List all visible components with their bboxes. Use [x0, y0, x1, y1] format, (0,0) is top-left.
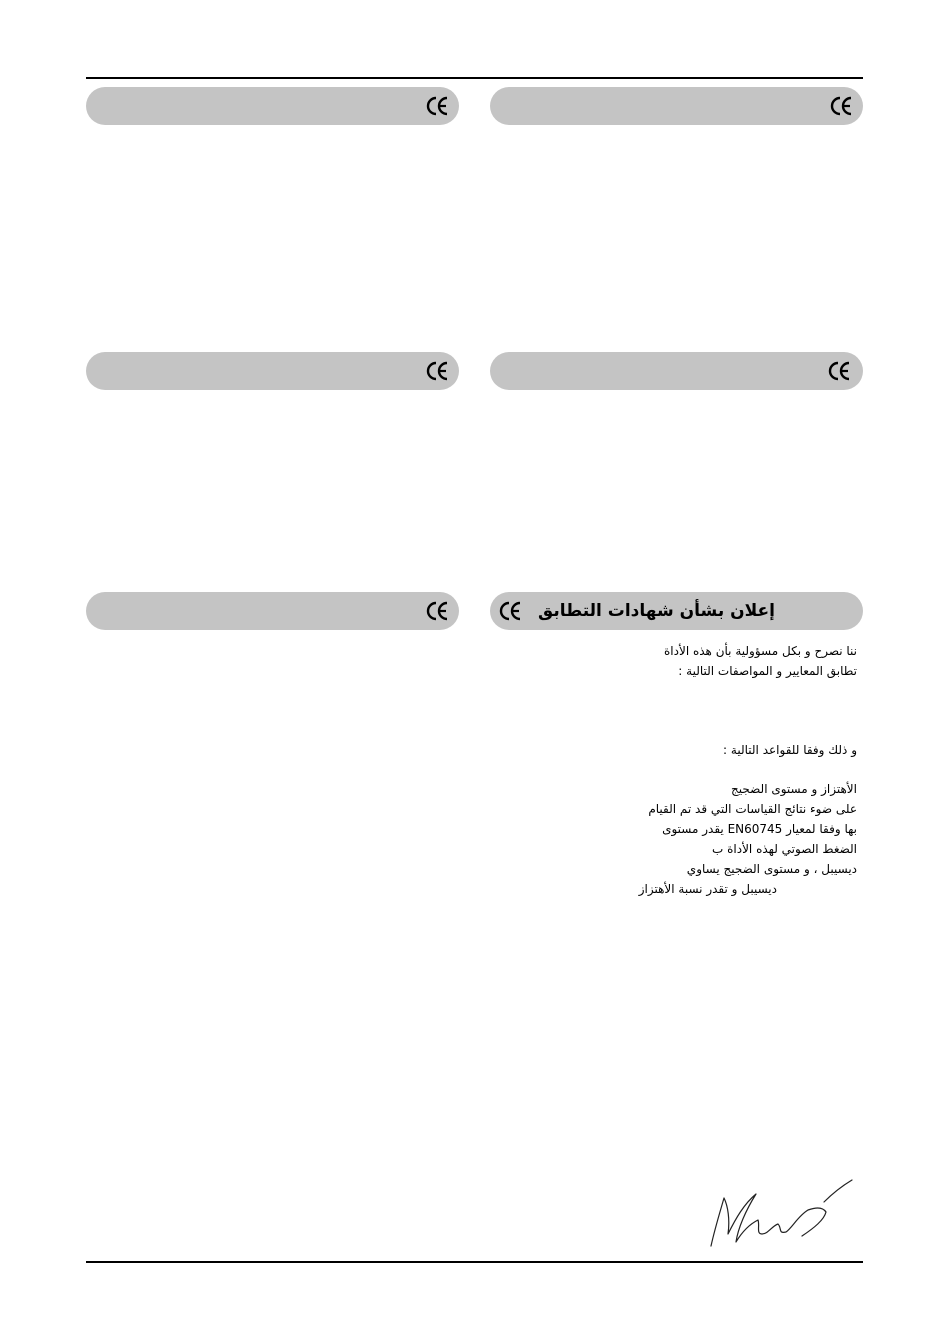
- declaration-heading: إعلان بشأن شهادات التطابق: [538, 601, 775, 621]
- text-line: على ضوء نتائج القياسات التي قد تم القيام: [648, 802, 857, 816]
- text-line: و ذلك وفقا للقواعد التالية :: [723, 743, 857, 757]
- ce-mark-icon: [425, 358, 451, 384]
- text-line: ديسيبل ، و مستوى الضجيج يساوي: [686, 862, 857, 876]
- text-line: الأهتزاز و مستوى الضجيج: [731, 782, 857, 796]
- signature-image: [706, 1176, 858, 1250]
- declaration-header-bar: [490, 592, 863, 630]
- ce-mark-icon: [829, 93, 855, 119]
- declaration-vibration: [639, 779, 857, 899]
- ce-mark-icon: [827, 358, 853, 384]
- section-bar-left-3: [86, 592, 459, 630]
- section-bar-left-2: [86, 352, 459, 390]
- top-rule: [86, 77, 863, 79]
- ce-mark-icon: [498, 598, 524, 624]
- text-line: تطابق المعايير و المواصفات التالية :: [678, 664, 857, 678]
- bottom-rule: [86, 1261, 863, 1263]
- ce-mark-icon: [425, 598, 451, 624]
- section-bar-right-1: [490, 87, 863, 125]
- text-line: الضغط الصوتي لهذه الأداة ب: [712, 842, 857, 856]
- text-line: ننا نصرح و بكل مسؤولية بأن هذه الأداة: [664, 644, 857, 658]
- section-bar-right-2: [490, 352, 863, 390]
- ce-mark-icon: [425, 93, 451, 119]
- section-bar-left-1: [86, 87, 459, 125]
- declaration-rules: [723, 740, 857, 760]
- declaration-intro: [664, 641, 857, 681]
- text-line: ديسيبل و تقدر نسبة الأهتزاز: [638, 882, 777, 896]
- text-line: بها وفقا لمعيار EN60745 يقدر مستوى: [662, 822, 857, 836]
